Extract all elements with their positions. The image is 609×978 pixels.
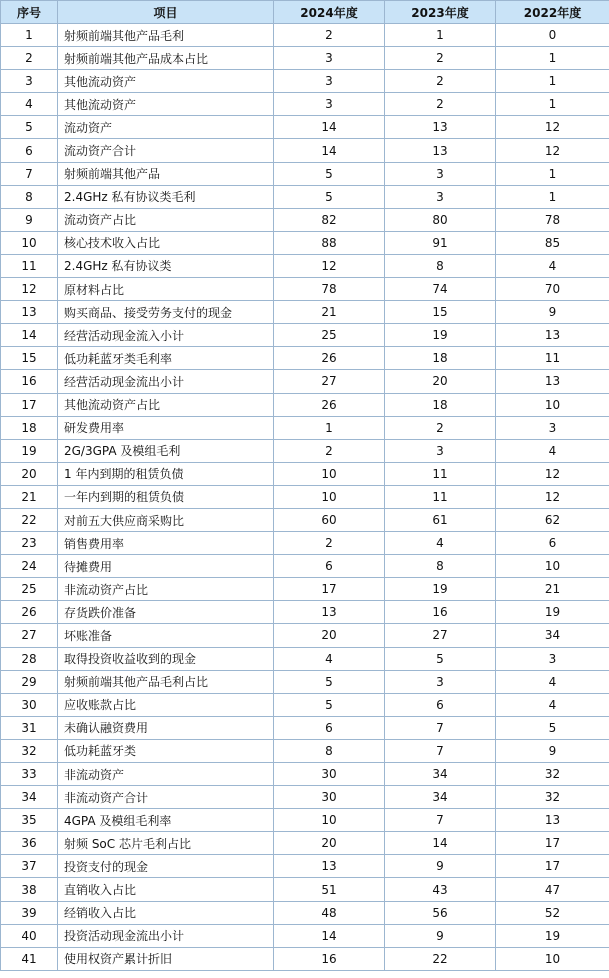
cell-2023: 74 — [385, 278, 496, 301]
table-row — [1, 739, 609, 762]
cell-index: 28 — [1, 647, 58, 670]
cell-item: 销售费用率 — [58, 532, 274, 555]
cell-2022: 17 — [496, 832, 609, 855]
cell-2023: 2 — [385, 93, 496, 116]
cell-2023: 34 — [385, 763, 496, 786]
cell-2023: 20 — [385, 370, 496, 393]
cell-item: 核心技术收入占比 — [58, 231, 274, 254]
cell-2022: 1 — [496, 185, 609, 208]
cell-item: 投资活动现金流出小计 — [58, 924, 274, 947]
cell-index: 34 — [1, 786, 58, 809]
cell-index: 38 — [1, 878, 58, 901]
cell-2023: 9 — [385, 924, 496, 947]
cell-2023: 22 — [385, 947, 496, 970]
cell-item: 非流动资产合计 — [58, 786, 274, 809]
table-row — [1, 508, 609, 531]
table-row — [1, 693, 609, 716]
cell-2022: 47 — [496, 878, 609, 901]
cell-2022: 1 — [496, 162, 609, 185]
cell-2024: 5 — [274, 185, 385, 208]
cell-2024: 13 — [274, 601, 385, 624]
cell-2023: 7 — [385, 809, 496, 832]
table-row — [1, 370, 609, 393]
cell-2024: 5 — [274, 693, 385, 716]
cell-index: 29 — [1, 670, 58, 693]
cell-item: 经营活动现金流出小计 — [58, 370, 274, 393]
cell-2022: 13 — [496, 370, 609, 393]
cell-index: 26 — [1, 601, 58, 624]
cell-2022: 10 — [496, 947, 609, 970]
cell-item: 原材料占比 — [58, 278, 274, 301]
cell-2023: 3 — [385, 439, 496, 462]
cell-index: 25 — [1, 578, 58, 601]
cell-2022: 1 — [496, 47, 609, 70]
table-row — [1, 924, 609, 947]
cell-item: 2.4GHz 私有协议类毛利 — [58, 185, 274, 208]
cell-2022: 4 — [496, 439, 609, 462]
table-row — [1, 624, 609, 647]
cell-2024: 21 — [274, 301, 385, 324]
cell-index: 16 — [1, 370, 58, 393]
cell-item: 射频前端其他产品 — [58, 162, 274, 185]
table-row — [1, 278, 609, 301]
cell-index: 37 — [1, 855, 58, 878]
cell-item: 流动资产合计 — [58, 139, 274, 162]
cell-item: 1 年内到期的租赁负债 — [58, 462, 274, 485]
table-row — [1, 901, 609, 924]
header-2023: 2023年度 — [385, 1, 496, 24]
table-row — [1, 93, 609, 116]
cell-index: 5 — [1, 116, 58, 139]
cell-2022: 12 — [496, 485, 609, 508]
cell-item: 未确认融资费用 — [58, 716, 274, 739]
cell-index: 21 — [1, 485, 58, 508]
table-row — [1, 254, 609, 277]
cell-2022: 4 — [496, 693, 609, 716]
cell-2022: 85 — [496, 231, 609, 254]
cell-index: 9 — [1, 208, 58, 231]
table-row — [1, 439, 609, 462]
cell-2022: 6 — [496, 532, 609, 555]
table-row — [1, 185, 609, 208]
table-row — [1, 716, 609, 739]
cell-2022: 13 — [496, 324, 609, 347]
cell-2022: 52 — [496, 901, 609, 924]
cell-2023: 9 — [385, 855, 496, 878]
table-row — [1, 532, 609, 555]
cell-2024: 14 — [274, 139, 385, 162]
cell-2023: 61 — [385, 508, 496, 531]
table-row — [1, 670, 609, 693]
table-row — [1, 647, 609, 670]
cell-2023: 2 — [385, 47, 496, 70]
cell-index: 36 — [1, 832, 58, 855]
table-row — [1, 878, 609, 901]
table-row — [1, 578, 609, 601]
cell-2024: 3 — [274, 93, 385, 116]
table-header — [1, 1, 609, 24]
cell-index: 1 — [1, 24, 58, 47]
cell-2023: 1 — [385, 24, 496, 47]
cell-2022: 10 — [496, 393, 609, 416]
table-row — [1, 231, 609, 254]
cell-index: 15 — [1, 347, 58, 370]
cell-2024: 14 — [274, 116, 385, 139]
cell-item: 投资支付的现金 — [58, 855, 274, 878]
table-row — [1, 601, 609, 624]
cell-index: 6 — [1, 139, 58, 162]
header-2022: 2022年度 — [496, 1, 609, 24]
cell-item: 流动资产 — [58, 116, 274, 139]
cell-2023: 11 — [385, 462, 496, 485]
cell-2023: 34 — [385, 786, 496, 809]
cell-2023: 19 — [385, 324, 496, 347]
cell-2023: 80 — [385, 208, 496, 231]
cell-item: 应收账款占比 — [58, 693, 274, 716]
cell-2024: 2 — [274, 532, 385, 555]
table-row — [1, 416, 609, 439]
cell-2024: 20 — [274, 832, 385, 855]
cell-2022: 78 — [496, 208, 609, 231]
cell-2023: 3 — [385, 162, 496, 185]
cell-2023: 8 — [385, 254, 496, 277]
table-row — [1, 70, 609, 93]
cell-item: 其他流动资产 — [58, 70, 274, 93]
cell-item: 购买商品、接受劳务支付的现金 — [58, 301, 274, 324]
cell-2023: 3 — [385, 185, 496, 208]
cell-index: 13 — [1, 301, 58, 324]
cell-2022: 1 — [496, 93, 609, 116]
cell-item: 直销收入占比 — [58, 878, 274, 901]
cell-item: 待摊费用 — [58, 555, 274, 578]
cell-2024: 13 — [274, 855, 385, 878]
cell-index: 27 — [1, 624, 58, 647]
cell-2023: 6 — [385, 693, 496, 716]
cell-index: 39 — [1, 901, 58, 924]
cell-index: 10 — [1, 231, 58, 254]
cell-2022: 3 — [496, 647, 609, 670]
table-row — [1, 47, 609, 70]
cell-2024: 6 — [274, 555, 385, 578]
cell-item: 存货跌价准备 — [58, 601, 274, 624]
cell-2024: 6 — [274, 716, 385, 739]
cell-item: 射频前端其他产品毛利 — [58, 24, 274, 47]
cell-item: 非流动资产占比 — [58, 578, 274, 601]
cell-index: 32 — [1, 739, 58, 762]
cell-2024: 26 — [274, 393, 385, 416]
table-row — [1, 462, 609, 485]
cell-item: 低功耗蓝牙类 — [58, 739, 274, 762]
header-index: 序号 — [1, 1, 58, 24]
cell-2022: 3 — [496, 416, 609, 439]
cell-item: 其他流动资产占比 — [58, 393, 274, 416]
cell-item: 研发费用率 — [58, 416, 274, 439]
table-row — [1, 855, 609, 878]
cell-item: 其他流动资产 — [58, 93, 274, 116]
cell-2023: 43 — [385, 878, 496, 901]
cell-index: 14 — [1, 324, 58, 347]
header-row — [1, 1, 609, 24]
cell-item: 射频 SoC 芯片毛利占比 — [58, 832, 274, 855]
cell-2022: 70 — [496, 278, 609, 301]
cell-2024: 2 — [274, 24, 385, 47]
cell-2023: 18 — [385, 347, 496, 370]
table-row — [1, 162, 609, 185]
cell-2023: 7 — [385, 716, 496, 739]
table-row — [1, 324, 609, 347]
cell-2022: 0 — [496, 24, 609, 47]
cell-2022: 21 — [496, 578, 609, 601]
cell-item: 非流动资产 — [58, 763, 274, 786]
cell-2023: 3 — [385, 670, 496, 693]
cell-index: 7 — [1, 162, 58, 185]
cell-2023: 13 — [385, 139, 496, 162]
table-row — [1, 786, 609, 809]
cell-2024: 10 — [274, 485, 385, 508]
cell-2024: 16 — [274, 947, 385, 970]
cell-2022: 1 — [496, 70, 609, 93]
cell-2022: 12 — [496, 116, 609, 139]
cell-2023: 14 — [385, 832, 496, 855]
cell-2022: 19 — [496, 924, 609, 947]
cell-2023: 15 — [385, 301, 496, 324]
header-2024: 2024年度 — [274, 1, 385, 24]
cell-2024: 2 — [274, 439, 385, 462]
cell-2023: 4 — [385, 532, 496, 555]
cell-2023: 27 — [385, 624, 496, 647]
cell-2024: 4 — [274, 647, 385, 670]
cell-index: 2 — [1, 47, 58, 70]
cell-index: 19 — [1, 439, 58, 462]
cell-2024: 60 — [274, 508, 385, 531]
cell-2022: 17 — [496, 855, 609, 878]
cell-2024: 48 — [274, 901, 385, 924]
cell-item: 射频前端其他产品成本占比 — [58, 47, 274, 70]
cell-2024: 25 — [274, 324, 385, 347]
cell-index: 20 — [1, 462, 58, 485]
table-row — [1, 947, 609, 970]
cell-index: 8 — [1, 185, 58, 208]
cell-2023: 13 — [385, 116, 496, 139]
cell-index: 4 — [1, 93, 58, 116]
cell-2024: 8 — [274, 739, 385, 762]
cell-2023: 18 — [385, 393, 496, 416]
table-row — [1, 208, 609, 231]
cell-item: 使用权资产累计折旧 — [58, 947, 274, 970]
cell-2023: 2 — [385, 70, 496, 93]
cell-2022: 62 — [496, 508, 609, 531]
cell-2023: 11 — [385, 485, 496, 508]
cell-item: 取得投资收益收到的现金 — [58, 647, 274, 670]
cell-2022: 4 — [496, 254, 609, 277]
table-row — [1, 485, 609, 508]
cell-2022: 9 — [496, 739, 609, 762]
cell-index: 18 — [1, 416, 58, 439]
cell-2023: 19 — [385, 578, 496, 601]
cell-2024: 5 — [274, 670, 385, 693]
cell-2022: 13 — [496, 809, 609, 832]
cell-2024: 3 — [274, 70, 385, 93]
cell-2023: 5 — [385, 647, 496, 670]
cell-item: 低功耗蓝牙类毛利率 — [58, 347, 274, 370]
cell-item: 经营活动现金流入小计 — [58, 324, 274, 347]
cell-index: 41 — [1, 947, 58, 970]
cell-2022: 12 — [496, 462, 609, 485]
cell-index: 22 — [1, 508, 58, 531]
cell-2024: 78 — [274, 278, 385, 301]
cell-2022: 5 — [496, 716, 609, 739]
cell-index: 30 — [1, 693, 58, 716]
cell-index: 11 — [1, 254, 58, 277]
cell-2024: 88 — [274, 231, 385, 254]
cell-index: 31 — [1, 716, 58, 739]
cell-item: 一年内到期的租赁负债 — [58, 485, 274, 508]
table-row — [1, 301, 609, 324]
cell-item: 流动资产占比 — [58, 208, 274, 231]
cell-2022: 9 — [496, 301, 609, 324]
table-row — [1, 116, 609, 139]
cell-2022: 32 — [496, 786, 609, 809]
cell-2023: 16 — [385, 601, 496, 624]
cell-2024: 20 — [274, 624, 385, 647]
cell-index: 35 — [1, 809, 58, 832]
cell-item: 射频前端其他产品毛利占比 — [58, 670, 274, 693]
cell-2024: 17 — [274, 578, 385, 601]
cell-2022: 32 — [496, 763, 609, 786]
cell-2024: 10 — [274, 462, 385, 485]
cell-index: 3 — [1, 70, 58, 93]
cell-2022: 11 — [496, 347, 609, 370]
cell-2024: 14 — [274, 924, 385, 947]
cell-index: 17 — [1, 393, 58, 416]
cell-item: 2.4GHz 私有协议类 — [58, 254, 274, 277]
cell-2023: 7 — [385, 739, 496, 762]
cell-index: 33 — [1, 763, 58, 786]
cell-2024: 10 — [274, 809, 385, 832]
cell-2023: 8 — [385, 555, 496, 578]
table-row — [1, 139, 609, 162]
cell-2024: 3 — [274, 47, 385, 70]
cell-item: 4GPA 及模组毛利率 — [58, 809, 274, 832]
header-item: 项目 — [58, 1, 274, 24]
cell-2024: 5 — [274, 162, 385, 185]
cell-index: 23 — [1, 532, 58, 555]
cell-2024: 30 — [274, 763, 385, 786]
cell-2022: 10 — [496, 555, 609, 578]
table-row — [1, 393, 609, 416]
cell-index: 12 — [1, 278, 58, 301]
table-row — [1, 832, 609, 855]
cell-item: 对前五大供应商采购比 — [58, 508, 274, 531]
cell-2023: 56 — [385, 901, 496, 924]
table-row — [1, 24, 609, 47]
cell-item: 2G/3GPA 及模组毛利 — [58, 439, 274, 462]
cell-index: 40 — [1, 924, 58, 947]
cell-2024: 82 — [274, 208, 385, 231]
cell-2024: 30 — [274, 786, 385, 809]
cell-item: 经销收入占比 — [58, 901, 274, 924]
table-row — [1, 347, 609, 370]
cell-2022: 34 — [496, 624, 609, 647]
cell-2022: 19 — [496, 601, 609, 624]
cell-2022: 4 — [496, 670, 609, 693]
cell-2024: 1 — [274, 416, 385, 439]
cell-2024: 26 — [274, 347, 385, 370]
cell-2024: 51 — [274, 878, 385, 901]
cell-item: 坏账准备 — [58, 624, 274, 647]
table-row — [1, 809, 609, 832]
cell-2022: 12 — [496, 139, 609, 162]
table-row — [1, 555, 609, 578]
cell-2024: 27 — [274, 370, 385, 393]
cell-index: 24 — [1, 555, 58, 578]
cell-2023: 91 — [385, 231, 496, 254]
cell-2023: 2 — [385, 416, 496, 439]
table-body — [1, 24, 609, 971]
table-row — [1, 763, 609, 786]
cell-2024: 12 — [274, 254, 385, 277]
